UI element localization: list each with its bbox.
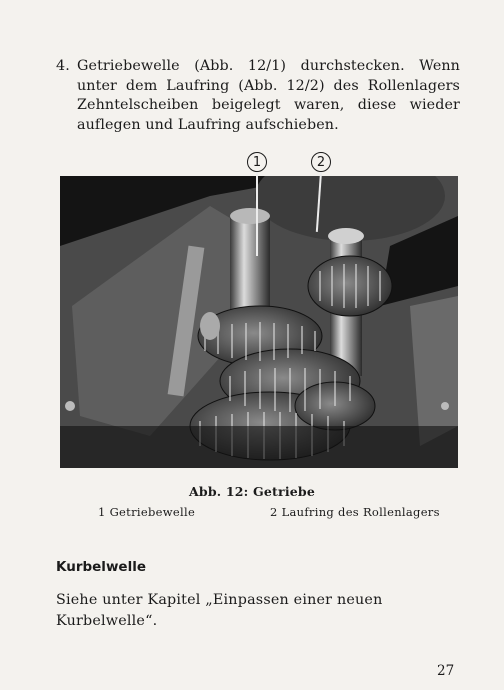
callout-1-marker: 1 (247, 152, 267, 172)
step-4 (56, 57, 460, 135)
legend-item-1: 1 Getriebewelle (98, 505, 196, 519)
legend-item-2: 2 Laufring des Rollenlagers (270, 505, 440, 519)
figure-12 (60, 152, 458, 468)
gearbox-photo (60, 176, 458, 468)
gearbox-illustration (60, 176, 458, 468)
section-heading: Kurbelwelle (56, 559, 146, 575)
step-text: Getriebewelle (Abb. 12/1) durchstecken. Wenn unter dem Laufring (Abb. 12/2) des Rollenlagers Zehntelscheiben beigelegt waren, diese wieder auflegen und Laufring aufschieben. (77, 58, 460, 133)
step-number: 4. (56, 58, 70, 74)
section-body: Siehe unter Kapitel „Einpassen einer neuen Kurbelwelle“. (56, 592, 383, 629)
page-number: 27 (437, 663, 455, 679)
figure-caption: Abb. 12: Getriebe (188, 484, 316, 499)
callout-2-marker: 2 (311, 152, 331, 172)
callout-1-leader (256, 172, 258, 256)
